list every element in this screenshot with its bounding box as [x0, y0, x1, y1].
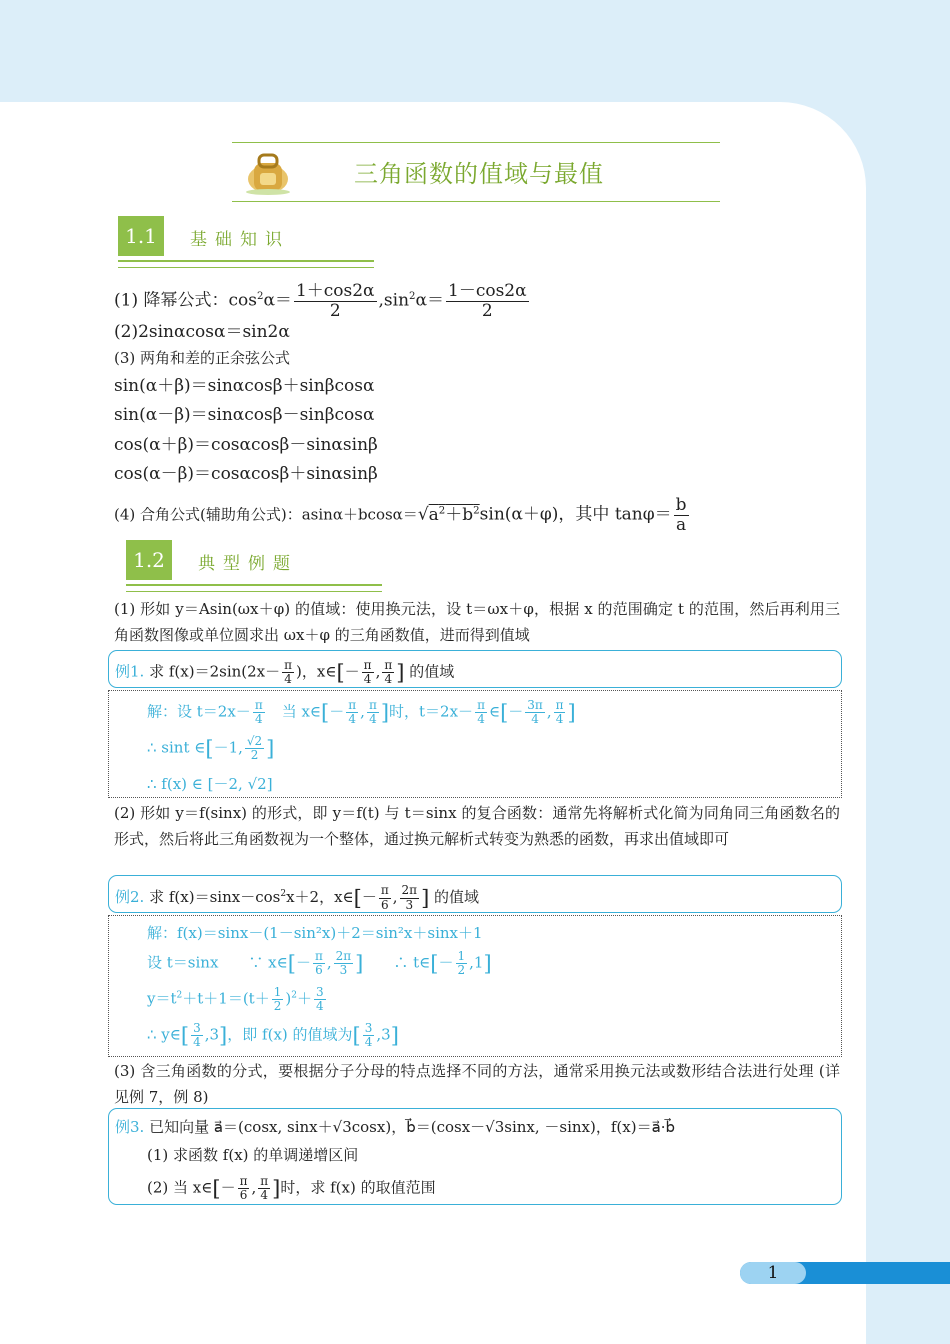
section-rule: [118, 260, 374, 268]
page-title: 三角函数的值域与最值: [354, 160, 604, 188]
solution-line: ∴ y∈[ $\frac{3}{4}$ ,3]，即 f(x) 的值域为[ $\frac{3}{4}$ ,3]: [147, 1021, 399, 1050]
section-title: 典型例题: [198, 554, 298, 574]
example-3-subquestion-2: (2) 当 x∈[－ $\frac{\pi}{6}$ , $\frac{\pi}{4}$ ]时，求 f(x) 的取值范围: [147, 1174, 436, 1203]
example-1-question: 例1. 求 f(x)＝2sin(2x－ $\frac{\pi}{4}$ )，x∈[－ $\frac{\pi}{4}$ , $\frac{\pi}{4}$ ] 的值域: [115, 658, 455, 687]
formula-line: sin(α－β)＝sinαcosβ－sinβcosα: [114, 405, 375, 425]
section-title: 基础知识: [190, 230, 290, 250]
solution-line: ∴ f(x) ∈ [－2, √2]: [147, 775, 273, 793]
section-number: 1.2: [126, 540, 172, 580]
section-1-2-header: [126, 540, 396, 586]
example-1-solution: [108, 690, 842, 798]
formula-power-reduction: (1) 降幂公式：$\cos^2\alpha=$ $\frac{1+\cos 2\alpha}{2}$ $,\sin^2\alpha=$ $\frac{1-\cos 2\alpha}{2}$: [114, 281, 527, 321]
section-number: 1.1: [118, 216, 164, 256]
method-2-text: (2) 形如 y＝f(sinx) 的形式，即 y＝f(t) 与 t＝sinx 的复合函数：通常先将解析式化简为同角同三角函数名的形式，然后将此三角函数视为一个整体，通过换元解析式转变为熟悉的函数，再求出值域即可: [114, 804, 840, 848]
example-1-box: [108, 650, 842, 688]
solution-line: 解：f(x)＝sinx－(1－sin²x)＋2＝sin²x＋sinx＋1: [147, 924, 483, 942]
example-label: 例2.: [115, 888, 145, 906]
formula-double-angle: (2)2sinαcosα＝sin2α: [114, 322, 290, 342]
example-2-solution: [108, 915, 842, 1057]
solution-line: $y=t^2+t+1=(t+$ $\frac{1}{2}$ )$^2$＋ $\frac{3}{4}$: [147, 985, 324, 1014]
solution-line: 解：设 t＝2x－ $\frac{\pi}{4}$ 当 x∈[－ $\frac{\pi}{4}$ , $\frac{\pi}{4}$ ]时，t＝2x－ $\frac{\pi}{4}$ ∈[－ $\frac{3\pi}{4}$ , $\frac{\pi}{4}$ ]: [147, 698, 576, 727]
backpack-icon: [244, 149, 292, 195]
section-1-1-header: [118, 216, 388, 262]
formula-auxiliary-angle: (4) 合角公式(辅助角公式)：$asin\alpha+bcos\alpha=√a^2+b^2\sin(\alpha+\varphi)$，其中 tanφ＝ $\frac{b}{a}$: [114, 495, 687, 535]
solution-line: 设 t＝sinx ∵ x∈[－ $\frac{\pi}{6}$ , $\frac{2\pi}{3}$ ] ∴ t∈[－ $\frac{1}{2}$ ,1]: [147, 949, 492, 978]
example-3-box: [108, 1108, 842, 1205]
title-bar: [232, 142, 720, 202]
solution-line: ∴ sint ∈[－1, $\frac{√2}{2}$ ]: [147, 734, 275, 763]
formula-line: cos(α－β)＝cosαcosβ＋sinαsinβ: [114, 464, 378, 484]
example-2-question: 例2. 求 $f(x)=\sin x-\cos^2x+2$，x∈[－ $\frac{\pi}{6}$ , $\frac{2\pi}{3}$ ] 的值域: [115, 883, 480, 912]
page-number-bar: [740, 1262, 950, 1284]
example-3-subquestion-1: (1) 求函数 f(x) 的单调递增区间: [147, 1146, 359, 1164]
formula-line: cos(α＋β)＝cosαcosβ－sinαsinβ: [114, 435, 378, 455]
example-3-question: 例3. 已知向量 a⃗＝(cosx, sinx＋√3cosx)，b⃗＝(cosx－√3sinx, －sinx)，f(x)＝a⃗·b⃗: [115, 1118, 676, 1136]
example-2-box: [108, 875, 842, 913]
example-label: 例3.: [115, 1118, 145, 1136]
method-1-text: (1) 形如 y＝Asin(ωx＋φ) 的值域：使用换元法，设 t＝ωx＋φ，根据 x 的范围确定 t 的范围，然后再利用三角函数图像或单位圆求出 ωx＋φ 的三角函数值，进而得到值域: [114, 600, 840, 644]
formula-line: sin(α＋β)＝sinαcosβ＋sinβcosα: [114, 376, 375, 396]
page-number: 1: [740, 1262, 806, 1284]
formula-heading-sum-diff: (3) 两角和差的正余弦公式: [114, 349, 291, 367]
method-3-text: (3) 含三角函数的分式，要根据分子分母的特点选择不同的方法，通常采用换元法或数形结合法进行处理 (详见例 7，例 8): [114, 1062, 840, 1106]
section-rule: [126, 584, 382, 592]
example-label: 例1.: [115, 662, 145, 681]
